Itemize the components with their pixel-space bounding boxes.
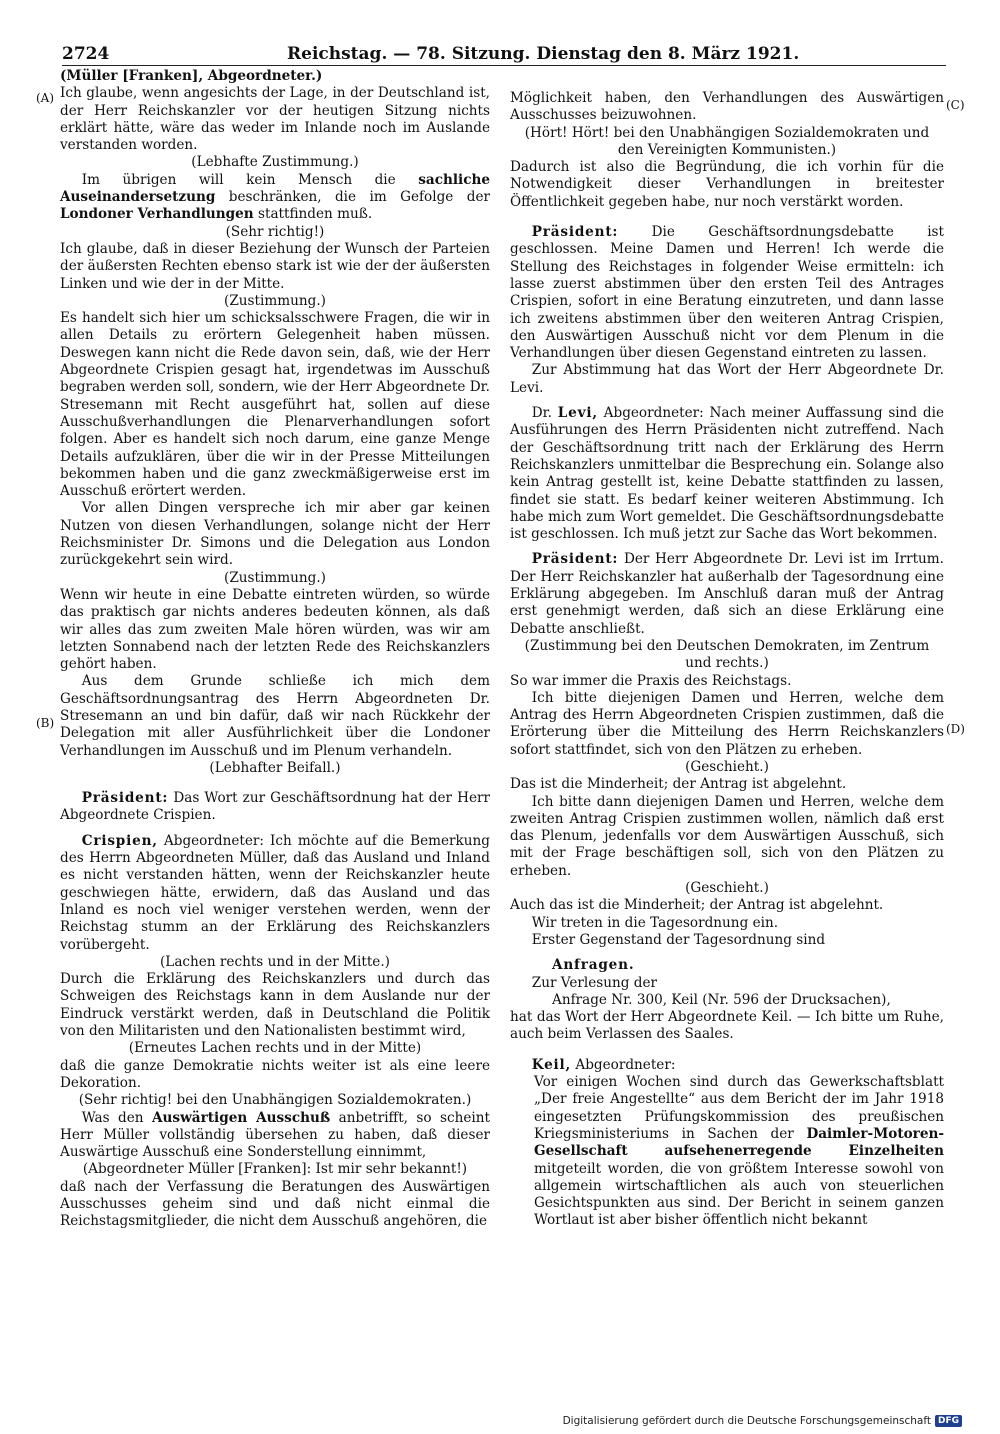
interjection: (Erneutes Lachen rechts und in der Mitte) (128, 1040, 422, 1057)
left-column (60, 68, 490, 1231)
interjection: (Zustimmung bei den Deutschen Demokraten, im Zentrum und rechts.) (524, 637, 930, 672)
paragraph: Wir treten in die Tagesordnung ein. (531, 914, 779, 931)
paragraph: Aus dem Grunde schließe ich mich dem Geschäftsordnungsantrag des Herrn Abgeordneten Dr. Stresemann an und bin dafür, daß wir nach Rückkehr der Delegation mit aller Ausführlichkeit über die Londoner Verhandlungen im Ausschuß und im Plenum verhandeln. (60, 673, 490, 759)
paragraph: Im übrigen will kein Mensch die sachliche Auseinandersetzung beschränken, die im Gefolge der Londoner Verhandlungen stattfinden muß. (60, 171, 491, 223)
page-number: 2724 (62, 44, 110, 64)
paragraph: Dadurch ist also die Begründung, die ich vorhin für die Notwendigkeit dieser Verhandlungen in breitester Öffentlichkeit gegeben habe, nur noch verstärkt worden. (510, 159, 944, 210)
paragraph: So war immer die Praxis des Reichstags. (510, 672, 792, 689)
margin-marker-a: (A) (36, 91, 55, 105)
paragraph: Ich bitte dann diejenigen Damen und Herren, welche dem zweiten Antrag Crispien zustimmen wollen, nämlich daß erst das Plenum, jedenfalls vor dem Auswärtigen Ausschuß, sich mit der Frage beschäftigen soll, sich von den Plätzen zu erheben. (510, 793, 944, 879)
emphasis: sachliche Auseinandersetzung (60, 171, 491, 206)
paragraph: Möglichkeit haben, den Verhandlungen des Auswärtigen Ausschusses beizuwohnen. (510, 90, 944, 124)
speaker-continuation: (Müller [Franken], Abgeordneter.) (60, 68, 323, 84)
paragraph: daß die ganze Demokratie nichts weiter ist als eine leere Dekoration. (60, 1057, 490, 1091)
emphasis: Londoner Verhandlungen (60, 206, 254, 223)
paragraph: Wenn wir heute in eine Debatte eintreten würden, so würde das praktisch gar nichts anderes bedeuten können, als daß wir alles das zum zweiten Male hören würden, was wir am letzten Sonnabend nach der letzten Rede des Reichskanzlers gehört haben. (60, 586, 490, 673)
paragraph: Ich glaube, wenn angesichts der Lage, in der Deutschland ist, der Herr Reichskanzler vor der heutigen Sitzung nichts erklärt hätte, wäre das weder im Inlande noch im Auslande verstanden worden. (60, 85, 490, 154)
margin-marker-d: (D) (946, 722, 965, 736)
digitization-footer (563, 1415, 962, 1427)
speaker-name: Keil, (531, 1056, 572, 1073)
interjection: (Sehr richtig! bei den Unabhängigen Sozialdemokraten.) (78, 1092, 472, 1109)
interjection: (Sehr richtig!) (225, 223, 325, 240)
emphasis: Daimler-Motoren-Gesellschaft aufsehenerregende Einzelheiten (534, 1125, 944, 1160)
interjection: (Lebhafter Beifall.) (209, 759, 341, 776)
paragraph: Erster Gegenstand der Tagesordnung sind (531, 931, 826, 948)
interjection: (Lachen rechts und in der Mitte.) (160, 953, 390, 970)
interjection: (Zustimmung.) (224, 292, 326, 309)
paragraph: hat das Wort der Herr Abgeordnete Keil. — Ich bitte um Ruhe, auch beim Verlassen des Saales. (510, 1009, 944, 1043)
margin-marker-b: (B) (36, 716, 55, 730)
paragraph: Das ist die Minderheit; der Antrag ist abgelehnt. (510, 776, 847, 793)
interjection: (Lebhafte Zustimmung.) (191, 154, 359, 171)
paragraph: Vor allen Dingen verspreche ich mir aber gar keinen Nutzen von diesen Verhandlungen, solange nicht der Herr Reichsminister Dr. Simons und die Delegation aus London zurückgekehrt sein wird. (60, 500, 490, 569)
interjection: (Geschieht.) (685, 880, 769, 897)
inquiry-reference: Anfrage Nr. 300, Keil (Nr. 596 der Drucksachen), (552, 991, 891, 1008)
footer-text: Digitalisierung gefördert durch die Deutsche Forschungsgemeinschaft (562, 1415, 931, 1427)
paragraph: Was den Auswärtigen Ausschuß anbetrifft, so scheint Herr Müller vollständig übersehen zu haben, daß dieser Auswärtige Ausschuß eine Sonderstellung einnimmt, (60, 1109, 490, 1161)
speaker-paragraph: Präsident: Die Geschäftsordnungsdebatte ist geschlossen. Meine Damen und Herren! Ich werde die Stellung des Reichstages in folgender Weise ermitteln: ich lasse zuerst abstimmen über den ersten Teil des Antrages Crispien, sofort in eine Beratung einzutreten, und dann lasse ich zweitens abstimmen über den weiteren Antrag Crispien, den Auswärtigen Ausschuß nicht vor dem Plenum in die Verhandlungen über diesen Gegenstand eintreten zu lassen. (510, 224, 944, 362)
speaker-paragraph: Präsident: Der Herr Abgeordnete Dr. Levi ist im Irrtum. Der Herr Reichskanzler hat außerhalb der Tagesordnung eine Erklärung abgegeben. Im Anschluß daran muß der Antrag erst genehmigt werden, daß sich an diese Erklärung eine Debatte anschließt. (510, 551, 945, 637)
right-column (510, 90, 944, 1230)
interjection: (Hört! Hört! bei den Unabhängigen Sozialdemokraten und den Vereinigten Kommunisten.) (524, 124, 930, 158)
paragraph: Es handelt sich hier um schicksalsschwere Fragen, die wir in allen Details zu erörtern Gelegenheit haben müssen. Deswegen kann nicht die Rede davon sein, daß, wie der Herr Abgeordnete Crispien gesagt hat, irgendetwas im Ausschuß begraben werden soll, sondern, wie der Herr Abgeordnete Dr. Stresemann mit Recht ausgeführt hat, sollen auf diese Ausschußverhandlungen die Plenarverhandlungen sofort folgen. Aber es handelt sich noch darum, eine ganze Menge Details aufzuklären, über die wir in der Presse Mitteilungen bekommen haben und die ganz zweckmäßigerweise erst im Ausschuß erörtert werden. (60, 310, 490, 500)
dfg-logo: DFG (935, 1415, 962, 1427)
speaker-paragraph: Keil, Abgeordneter: (531, 1056, 676, 1073)
speaker-name: Präsident: (531, 224, 619, 241)
speaker-name: Präsident: (531, 551, 619, 568)
emphasis: Auswärtigen Ausschuß (152, 1109, 331, 1126)
paragraph: Zur Verlesung der (531, 974, 658, 991)
interjection: (Geschieht.) (685, 758, 769, 775)
speaker-name: Levi, (557, 405, 598, 422)
paragraph: Durch die Erklärung des Reichskanzlers und durch das Schweigen des Reichstags kann in dem Auslande nur der Eindruck verstärkt werden, daß in Deutschland die Politik von den Militaristen und den Nationalisten bestimmt wird, (60, 971, 490, 1040)
paragraph: daß nach der Verfassung die Beratungen des Auswärtigen Ausschusses geheim sind und daß nicht einmal die Reichstagsmitglieder, die nicht dem Ausschuß angehören, die (60, 1178, 490, 1230)
interjection: (Abgeordneter Müller [Franken]: Ist mir sehr bekannt!) (82, 1161, 468, 1178)
speaker-name: Crispien, (81, 832, 158, 849)
margin-marker-c: (C) (946, 98, 965, 112)
interjection: (Zustimmung.) (224, 569, 326, 586)
running-title: Reichstag. — 78. Sitzung. Dienstag den 8. März 1921. (287, 44, 800, 64)
page-header (62, 40, 946, 68)
paragraph: Zur Abstimmung hat das Wort der Herr Abgeordnete Dr. Levi. (510, 362, 944, 396)
header-rule (62, 65, 946, 66)
speaker-name: Präsident: (81, 790, 169, 807)
paragraph: Ich bitte diejenigen Damen und Herren, welche dem Antrag des Herrn Abgeordneten Crispien zustimmen, daß die Erörterung über die Mitteilung des Herrn Reichskanzlers sofort stattfindet, sich von den Plätzen zu erheben. (510, 689, 944, 758)
section-heading: Anfragen. (552, 957, 635, 974)
paragraph: Vor einigen Wochen sind durch das Gewerkschaftsblatt „Der freie Angestellte“ aus dem Bericht der im Jahr 1918 eingesetzten Prüfungskommission des preußischen Kriegsministeriums in Sachen der Daimler-Motoren-Gesellschaft aufsehenerregende Einzelheiten mitgeteilt worden, die von größtem Interesse sowohl von allgemein wirtschaftlichen als auch von steuerlichen Gesichtspunkten aus sind. Der Bericht in seinem ganzen Wortlaut ist aber bisher öffentlich nicht bekannt (534, 1074, 944, 1229)
speaker-paragraph: Dr. Levi, Abgeordneter: Nach meiner Auffassung sind die Ausführungen des Herrn Präsidenten nicht zutreffend. Nach der Geschäftsordnung tritt nach der Erklärung des Herrn Reichskanzlers unmittelbar die Besprechung ein. Solange also kein Antrag gestellt ist, keine Debatte stattfinden zu lassen, findet sie statt. Es bedarf keiner weiteren Abstimmung. Ich habe mich zum Wort gemeldet. Die Geschäftsordnungsdebatte ist geschlossen. Ich muß jetzt zur Sache das Wort bekommen. (510, 405, 944, 543)
paragraph: Auch das ist die Minderheit; der Antrag ist abgelehnt. (510, 897, 884, 914)
speaker-paragraph: Präsident: Das Wort zur Geschäftsordnung hat der Herr Abgeordnete Crispien. (60, 790, 490, 824)
paragraph: Ich glaube, daß in dieser Beziehung der Wunsch der Parteien der äußersten Rechten ebenso stark ist wie der der äußersten Linken und wie der in der Mitte. (60, 240, 490, 292)
speaker-paragraph: Crispien, Abgeordneter: Ich möchte auf die Bemerkung des Herrn Abgeordneten Müller, daß das Ausland und Inland es nicht verstanden hätten, wenn der Reichskanzler heute geschwiegen hätte, erwidern, daß das Ausland und das Inland es noch viel weniger verstehen werden, wenn der Reichstag stumm an der Erklärung des Reichskanzlers vorübergeht. (60, 832, 490, 953)
